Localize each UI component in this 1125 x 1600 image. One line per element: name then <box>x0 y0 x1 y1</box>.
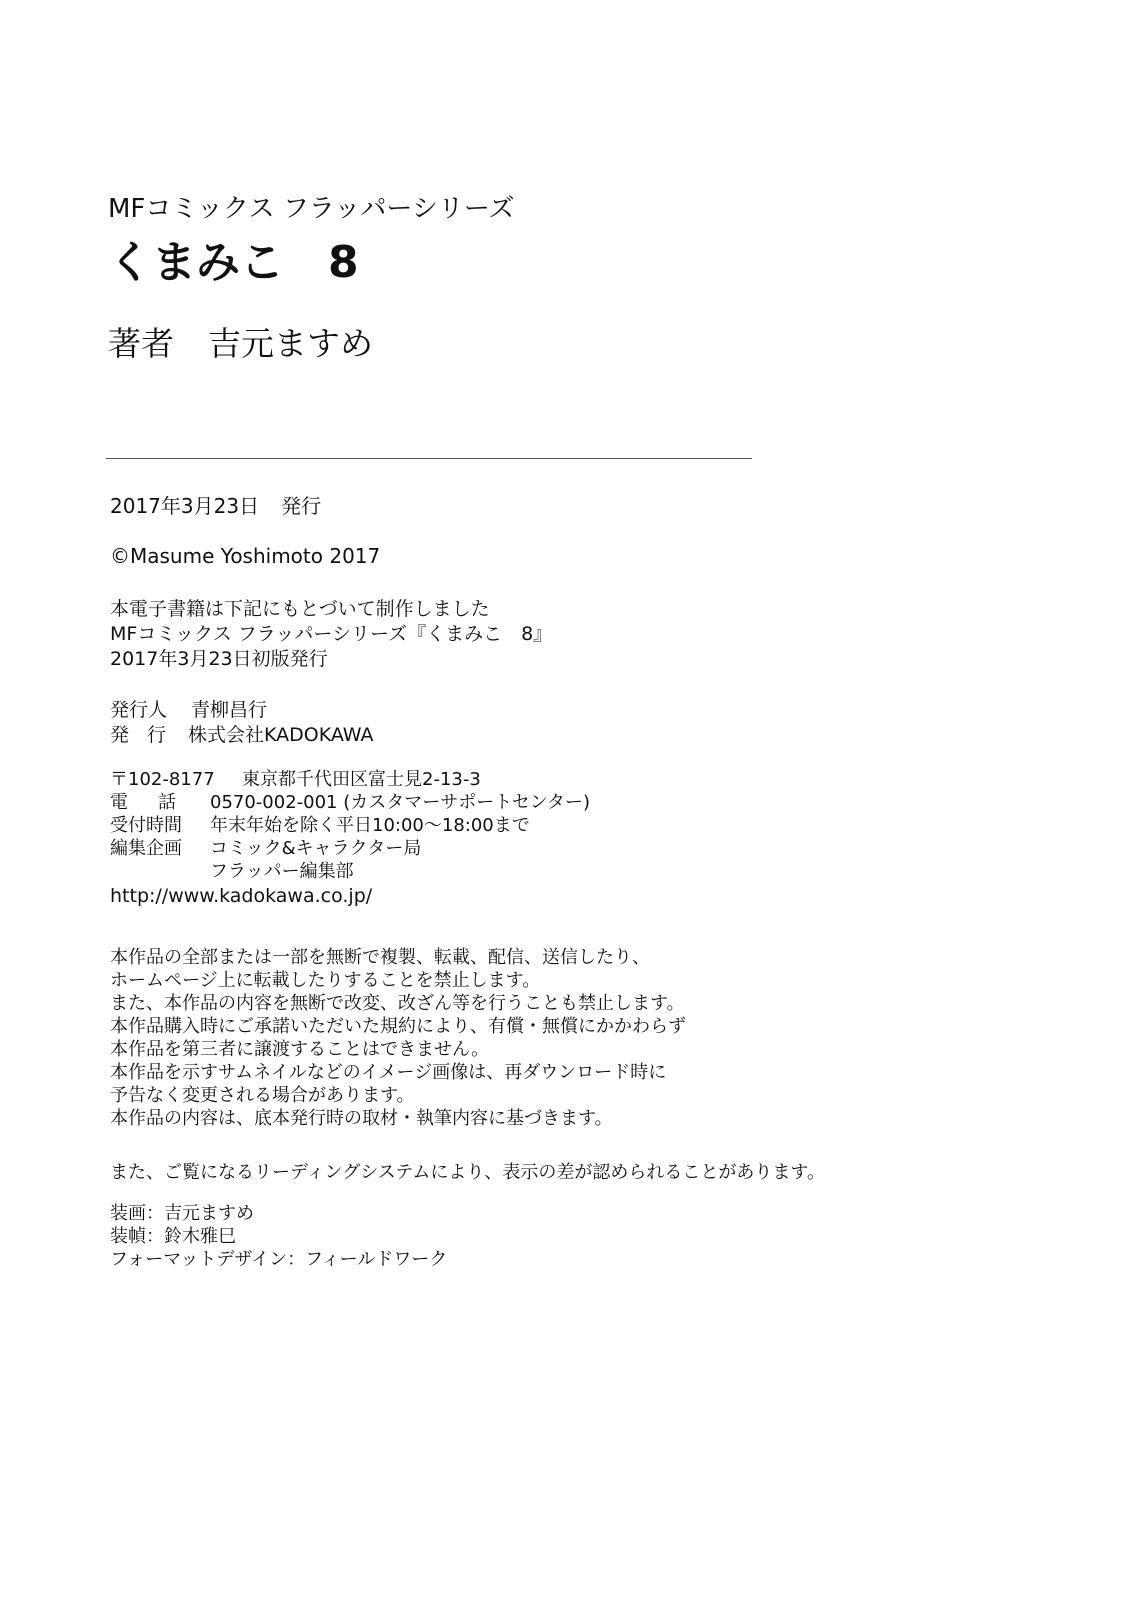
issuer-label: 発行 <box>110 724 185 746</box>
book-title: くまみこ <box>108 237 284 288</box>
credit-line: 装幀：鈴木雅巳 <box>110 1226 236 1247</box>
issue-label: 発行 <box>281 494 322 518</box>
issue-date: 2017年3月23日 <box>110 494 260 518</box>
hours-label: 受付時間 <box>110 815 182 836</box>
phone-number: 0570-002-001 (カスタマーサポートセンター) <box>210 792 591 813</box>
reading-system-note: また、ご覧になるリーディングシステムにより、表示の差が認められることがあります。 <box>110 1162 825 1183</box>
issue-date-row <box>110 490 321 519</box>
credit-line: フォーマットデザイン：フィールドワーク <box>110 1249 448 1270</box>
issuer-row <box>110 723 374 748</box>
source-edition-info <box>110 597 552 672</box>
notice-line: 本作品購入時にご承諾いただいた規約により、有償・無償にかかわらず <box>110 1016 686 1037</box>
editorial-department: コミック&キャラクター局 <box>210 838 422 859</box>
book-title-row <box>108 226 359 290</box>
notice-line: また、本作品の内容を無断で改変、改ざん等を行うことも禁止します。 <box>110 993 685 1014</box>
notice-line: 本作品の全部または一部を無断で複製、転載、配信、送信したり、 <box>110 947 650 968</box>
notice-line: 予告なく変更される場合があります。 <box>110 1085 415 1106</box>
basis-line: MFコミックス フラッパーシリーズ『くまみこ 8』 <box>110 623 553 645</box>
publisher-label: 発行人 <box>110 699 168 721</box>
publisher-info <box>110 698 374 748</box>
author-row <box>108 318 373 365</box>
publisher-row <box>110 698 374 723</box>
hours-row <box>110 814 590 837</box>
credit-line: 装画：吉元ますめ <box>110 1203 254 1224</box>
notice-line: 本作品を示すサムネイルなどのイメージ画像は、再ダウンロード時に <box>110 1062 667 1083</box>
notice-line: 本作品の内容は、底本発行時の取材・執筆内容に基づきます。 <box>110 1108 613 1129</box>
editorial-row <box>110 837 590 860</box>
basis-line: 本電子書籍は下記にもとづいて制作しました <box>110 598 490 620</box>
divider-line <box>106 458 752 459</box>
phone-row <box>110 791 590 814</box>
issuer-name: 株式会社KADOKAWA <box>188 724 374 746</box>
publisher-url: http://www.kadokawa.co.jp/ <box>110 885 373 907</box>
editorial-department-2: フラッパー編集部 <box>210 861 354 882</box>
address: 東京都千代田区富士見2-13-3 <box>242 769 481 790</box>
address-row <box>110 768 590 791</box>
hours-value: 年末年始を除く平日10:00～18:00まで <box>210 815 530 836</box>
notice-line: ホームページ上に転載したりすることを禁止します。 <box>110 970 541 991</box>
contact-info <box>110 768 590 883</box>
phone-label: 電話 <box>110 792 206 813</box>
design-credits <box>110 1202 447 1271</box>
copyright-notice: ©Masume Yoshimoto 2017 <box>110 544 381 568</box>
postal-code: 〒102-8177 <box>110 769 215 790</box>
publisher-name: 青柳昌行 <box>191 699 268 721</box>
notice-line: 本作品を第三者に譲渡することはできません。 <box>110 1039 490 1060</box>
copyright-restrictions <box>110 946 686 1130</box>
author-name: 吉元ますめ <box>208 324 373 363</box>
editorial-label: 編集企画 <box>110 838 182 859</box>
volume-number: 8 <box>328 237 359 288</box>
basis-line: 2017年3月23日初版発行 <box>110 648 328 670</box>
series-name: MFコミックス フラッパーシリーズ <box>108 194 515 224</box>
author-label: 著者 <box>108 324 174 363</box>
